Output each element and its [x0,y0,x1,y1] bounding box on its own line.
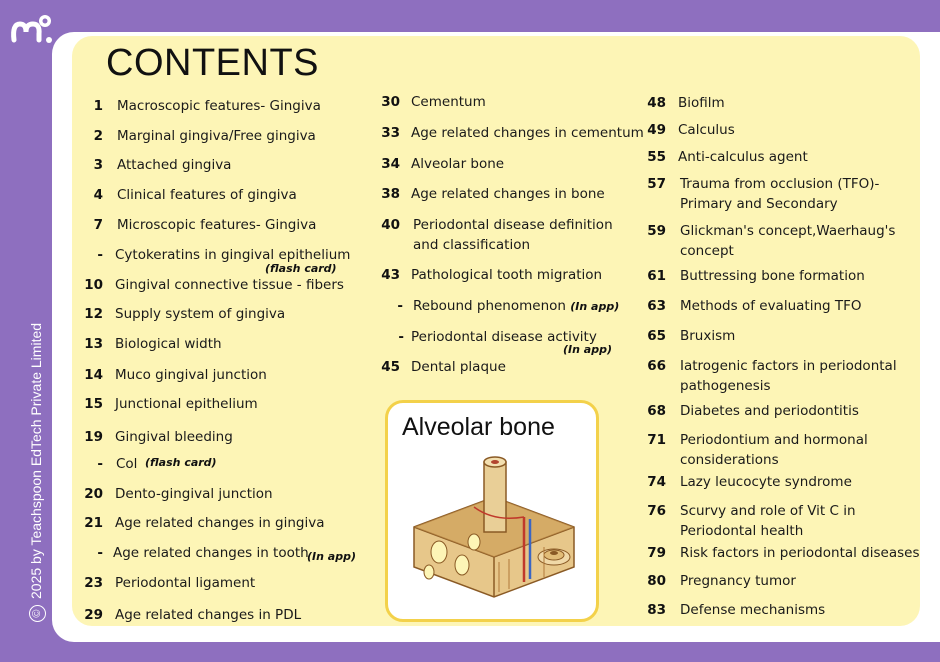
toc-entry[interactable]: 79 Risk factors in periodontal diseases [647,545,920,561]
toc-entry[interactable]: 83 Defense mechanisms [647,602,826,618]
in-app-tag: (In app) [563,343,612,356]
toc-entry[interactable]: 71 Periodontium and hormonal considerations [647,432,868,468]
toc-entry[interactable]: 43 Pathological tooth migration [381,267,603,283]
toc-entry[interactable]: 19 Gingival bleeding [84,429,233,445]
toc-entry[interactable]: - Cytokeratins in gingival epithelium [97,247,351,263]
flash-card-tag: (flash card) [265,262,337,275]
toc-entry[interactable]: 74 Lazy leucocyte syndrome [647,474,852,490]
toc-entry[interactable]: 38 Age related changes in bone [381,186,605,202]
toc-entry[interactable]: 30 Cementum [381,94,486,110]
page-title: CONTENTS [106,42,319,84]
toc-entry[interactable]: 14 Muco gingival junction [84,367,267,383]
toc-entry[interactable]: 59 Glickman's concept,Waerhaug's concept [647,223,896,259]
toc-entry[interactable]: 61 Buttressing bone formation [647,268,865,284]
toc-entry[interactable]: 66 Iatrogenic factors in periodontal pathogenesis [647,358,897,394]
toc-entry[interactable]: 76 Scurvy and role of Vit C in Periodontal health [647,503,856,539]
copyright-notice [28,323,46,622]
toc-entry[interactable]: 63 Methods of evaluating TFO [647,298,862,314]
toc-entry[interactable]: 48 Biofilm [647,95,725,111]
toc-entry[interactable]: 57 Trauma from occlusion (TFO)- Primary and Secondary [647,176,880,212]
brand-logo-icon [8,10,54,50]
toc-entry[interactable]: 2 Marginal gingiva/Free gingiva [93,128,316,144]
toc-entry[interactable]: 15 Junctional epithelium [84,396,258,412]
in-app-tag: (In app) [570,300,620,313]
toc-entry[interactable]: 29 Age related changes in PDL [84,607,302,623]
copyright-symbol: © [29,605,46,622]
toc-entry[interactable]: 4 Clinical features of gingiva [93,187,297,203]
toc-entry[interactable]: 7 Microscopic features- Gingiva [93,217,317,233]
flash-card-tag: (flash card) [145,456,217,469]
figure-title: Alveolar bone [402,413,555,441]
in-app-tag: (In app) [307,550,356,563]
toc-entry[interactable]: 40 Periodontal disease definition and classification [381,217,613,253]
toc-entry[interactable]: 45 Dental plaque [381,359,506,375]
toc-entry[interactable]: 23 Periodontal ligament [84,575,256,591]
toc-entry[interactable]: 13 Biological width [84,336,222,352]
toc-entry[interactable]: 10 Gingival connective tissue - fibers [84,277,344,293]
toc-entry[interactable]: 33 Age related changes in cementum [381,125,644,141]
toc-entry[interactable]: 34 Alveolar bone [381,156,505,172]
toc-entry[interactable]: 20 Dento-gingival junction [84,486,273,502]
toc-entry[interactable]: - Rebound phenomenon (In app) [397,298,620,314]
alveolar-bone-figure [385,400,599,622]
toc-entry[interactable]: 65 Bruxism [647,328,736,344]
toc-entry[interactable]: 80 Pregnancy tumor [647,573,796,589]
toc-entry[interactable]: 68 Diabetes and periodontitis [647,403,859,419]
toc-entry[interactable]: 12 Supply system of gingiva [84,306,286,322]
copyright-text: 2025 by Teachspoon EdTech Private Limited [28,322,44,599]
toc-entry[interactable]: 21 Age related changes in gingiva [84,515,325,531]
alveolar-bone-illustration-icon [404,447,584,617]
toc-entry[interactable]: - Col [97,456,138,472]
toc-entry[interactable]: - Periodontal disease activity [398,329,597,345]
toc-entry[interactable]: 3 Attached gingiva [93,157,232,173]
toc-entry[interactable]: 49 Calculus [647,122,735,138]
toc-entry[interactable]: 1 Macroscopic features- Gingiva [93,98,321,114]
toc-entry[interactable]: - Age related changes in tooth [97,545,309,561]
toc-entry[interactable]: 55 Anti-calculus agent [647,149,808,165]
